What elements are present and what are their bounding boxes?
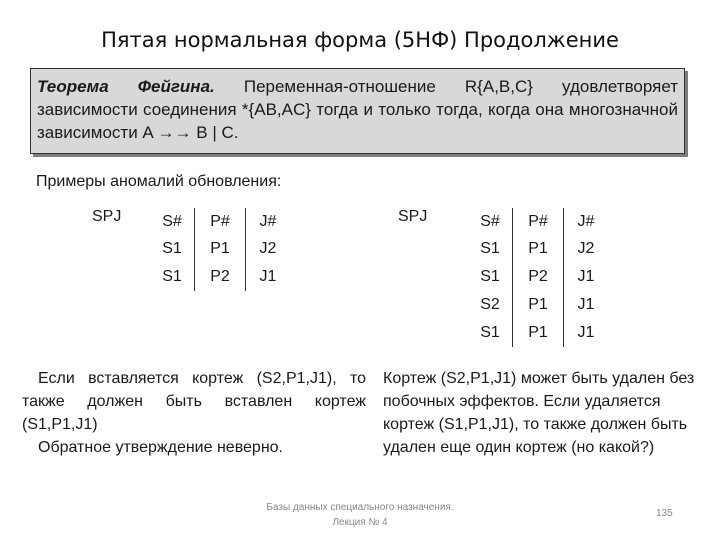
right-relation-name: SPJ <box>398 208 428 225</box>
table-header-row <box>150 208 290 235</box>
table-row <box>150 235 290 263</box>
table-cell: J1 <box>259 268 277 285</box>
insert-anomaly-text: Если вставляется кортеж (S2,P1,J1), то также должен быть вставлен кортеж (S1,P1,J1) <box>22 370 366 433</box>
left-relation-name: SPJ <box>92 208 122 225</box>
theorem-box <box>30 68 685 154</box>
table-row <box>468 319 608 347</box>
footer-course: Базы данных специального назначения. <box>266 502 454 513</box>
slide-title: Пятая нормальная форма (5НФ) Продолжение <box>101 28 619 52</box>
table-cell: J2 <box>577 240 595 257</box>
table-cell: P2 <box>513 263 564 291</box>
table-cell: J1 <box>577 268 595 285</box>
left-relation-table <box>150 208 290 291</box>
table-cell: P1 <box>513 235 564 263</box>
theorem-label: Теорема Фейгина. <box>37 77 215 96</box>
header-cell: S# <box>150 208 195 235</box>
table-cell: P1 <box>513 291 564 319</box>
table-header-row <box>468 208 608 235</box>
table-cell: S1 <box>150 235 195 263</box>
header-cell: J# <box>259 212 277 230</box>
table-row <box>468 291 608 319</box>
converse-note: Обратное утверждение неверно. <box>38 439 283 456</box>
table-row <box>150 263 290 291</box>
table-cell: S1 <box>468 263 513 291</box>
table-cell: S2 <box>468 291 513 319</box>
table-cell: S1 <box>468 235 513 263</box>
table-cell: S1 <box>468 319 513 347</box>
table-cell: S1 <box>150 263 195 291</box>
theorem-text: Переменная-отношение R{A,B,C} удовлетворяет зависимости соединения *{AB,AC} тогда и только тогда, когда она многозначной зависимости A →→ B | C. <box>37 77 679 142</box>
header-cell: P# <box>513 208 564 235</box>
delete-anomaly-text: Кортеж (S2,P1,J1) может быть удален без побочных эффектов. Если удаляется кортеж (S1,P1,J1), то также должен быть удален еще один кортеж (но какой?) <box>383 370 695 456</box>
table-cell: P2 <box>195 263 246 291</box>
right-relation-table <box>468 208 608 347</box>
table-row <box>468 235 608 263</box>
header-cell: P# <box>195 208 246 235</box>
footer <box>230 500 490 530</box>
table-cell: P1 <box>513 319 564 347</box>
examples-heading: Примеры аномалий обновления: <box>36 173 282 190</box>
table-cell: J1 <box>577 324 595 341</box>
table-cell: P1 <box>195 235 246 263</box>
table-cell: J1 <box>577 296 595 313</box>
header-cell: J# <box>577 212 595 230</box>
page-number: 135 <box>656 508 673 519</box>
footer-lecture: Лекция № 4 <box>332 517 388 528</box>
header-cell: S# <box>468 208 513 235</box>
table-cell: J2 <box>259 240 277 257</box>
table-row <box>468 263 608 291</box>
